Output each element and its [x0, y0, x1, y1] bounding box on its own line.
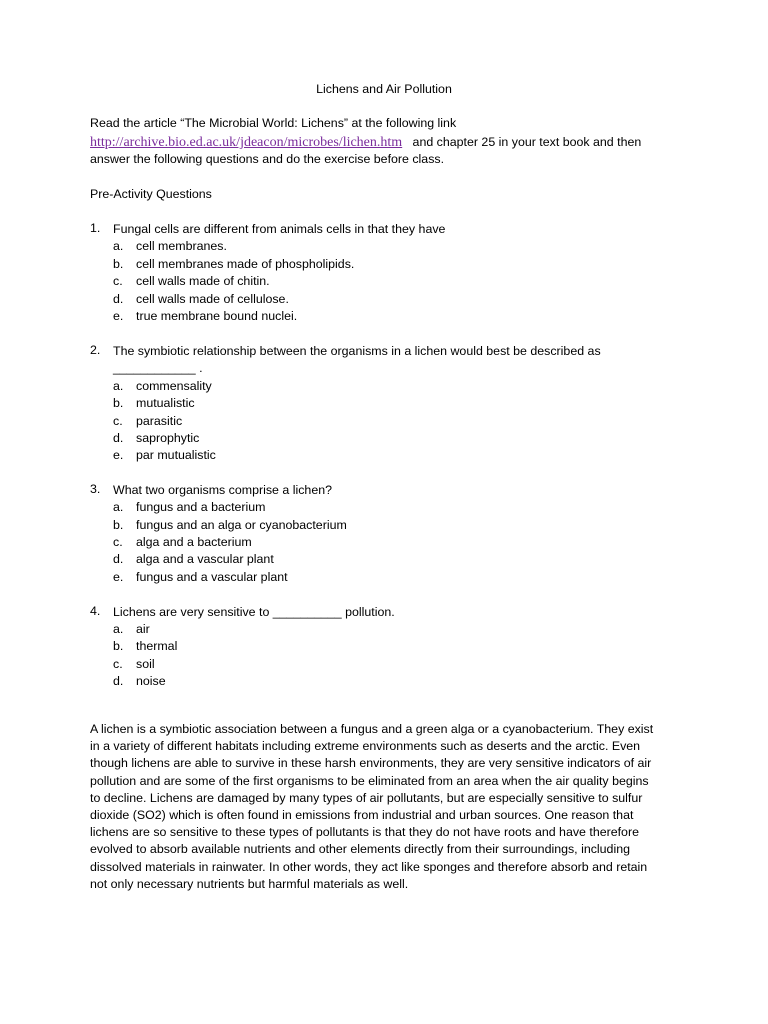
- intro-line-2: [90, 134, 641, 151]
- question-number: 3.: [90, 482, 101, 496]
- question-text: What two organisms comprise a lichen?: [113, 483, 332, 497]
- paragraph-line: dissolved materials in rainwater. In other words, they act like sponges and therefore absorb and retain: [90, 859, 648, 874]
- paragraph-line: not only necessary nutrients but harmful materials as well.: [90, 876, 409, 891]
- paragraph-line: evolved to absorb available nutrients and other elements directly from their surroundings, including: [90, 842, 630, 857]
- paragraph-line: though lichens are able to survive in these harsh environments, they are very sensitive indicators of air: [90, 756, 652, 771]
- question-number: 2.: [90, 343, 101, 357]
- paragraph-line: to decline. Lichens are damaged by many types of air pollutants, but are especially sensitive to sulfur: [90, 790, 643, 805]
- paragraph-line: A lichen is a symbiotic association between a fungus and a green alga or a cyanobacterium. They exist: [90, 722, 654, 736]
- article-link[interactable]: http://archive.bio.ed.ac.uk/jdeacon/microbes/lichen.htm: [90, 135, 403, 150]
- intro-line-3: answer the following questions and do the exercise before class.: [90, 152, 445, 166]
- question-number: 1.: [90, 221, 101, 235]
- question-number: 4.: [90, 604, 101, 618]
- paragraph-line: dioxide (SO2) which is often found in emissions from industrial and urban sources. One reason that: [90, 808, 634, 823]
- question-text: Lichens are very sensitive to __________ pollution.: [113, 605, 395, 619]
- document-title: Lichens and Air Pollution: [316, 82, 452, 96]
- document-page: Lichens and Air Pollution Read the article “The Microbial World: Lichens” at the following link http://archive.bio.ed.ac.uk/jdeacon/microbes/lichen.htm and chapter 25 in your text book and then answer the following questions and do the exercise before class. Pre-Activity Questions 1. Fungal cells are different from animals cells in that they have a. cell membranes. b. cell membranes made of phospholipids. c. cell walls made of chitin. d. cell walls made of cellulose. e. true membrane bound nuclei. 2. The symbiotic relationship between the organisms in a lichen would best be described as ____________ . a. commensality b. mutualistic c. parasitic d. saprophytic e. par mutualistic 3. What two organisms comprise a lichen? a. fungus and a bacterium b. fungus and an alga or cyanobacterium c. alga and a bacterium d. alga and a vascular plant e. fungus and a vascular plant 4. Lichens are very sensitive to __________ pollution. a. air b. thermal c. soil d. noise A lichen is a symbiotic association between a fungus and a green alga or a cyanobacterium. They exist in a variety of different habitats including extreme environments such as deserts and the arctic. Even though lichens are able to survive in these harsh environments, they are very sensitive indicators of air pollution and are some of the first organisms to be eliminated from an area when the air quality begins to decline. Lichens are damaged by many types of air pollutants, but are especially sensitive to sulfur dioxide (SO2) which is often found in emissions from industrial and urban sources. One reason that lichens are so sensitive to these types of pollutants is that they do not have roots and have therefore evolved to absorb available nutrients and other elements directly from their surroundings, including dissolved materials in rainwater. In other words, they act like sponges and therefore absorb and retain not only necessary nutrients but harmful materials as well.: [0, 0, 768, 1024]
- question-blank: ____________ .: [113, 361, 203, 375]
- intro-line-2-text: and chapter 25 in your text book and then: [412, 135, 642, 149]
- intro-line-1: Read the article “The Microbial World: Lichens” at the following link: [90, 116, 457, 130]
- question-text: Fungal cells are different from animals cells in that they have: [113, 222, 446, 236]
- paragraph-line: pollution and are some of the first organisms to be eliminated from an area when the air quality begins: [90, 773, 649, 788]
- paragraph-line: lichens are so sensitive to these types of pollutants is that they do not have roots and have therefore: [90, 825, 639, 840]
- lichen-paragraph: [90, 721, 680, 893]
- question-text: The symbiotic relationship between the organisms in a lichen would best be described as: [113, 344, 601, 358]
- section-heading: Pre-Activity Questions: [90, 187, 212, 201]
- paragraph-line: in a variety of different habitats including extreme environments such as deserts and the arctic. Even: [90, 739, 641, 754]
